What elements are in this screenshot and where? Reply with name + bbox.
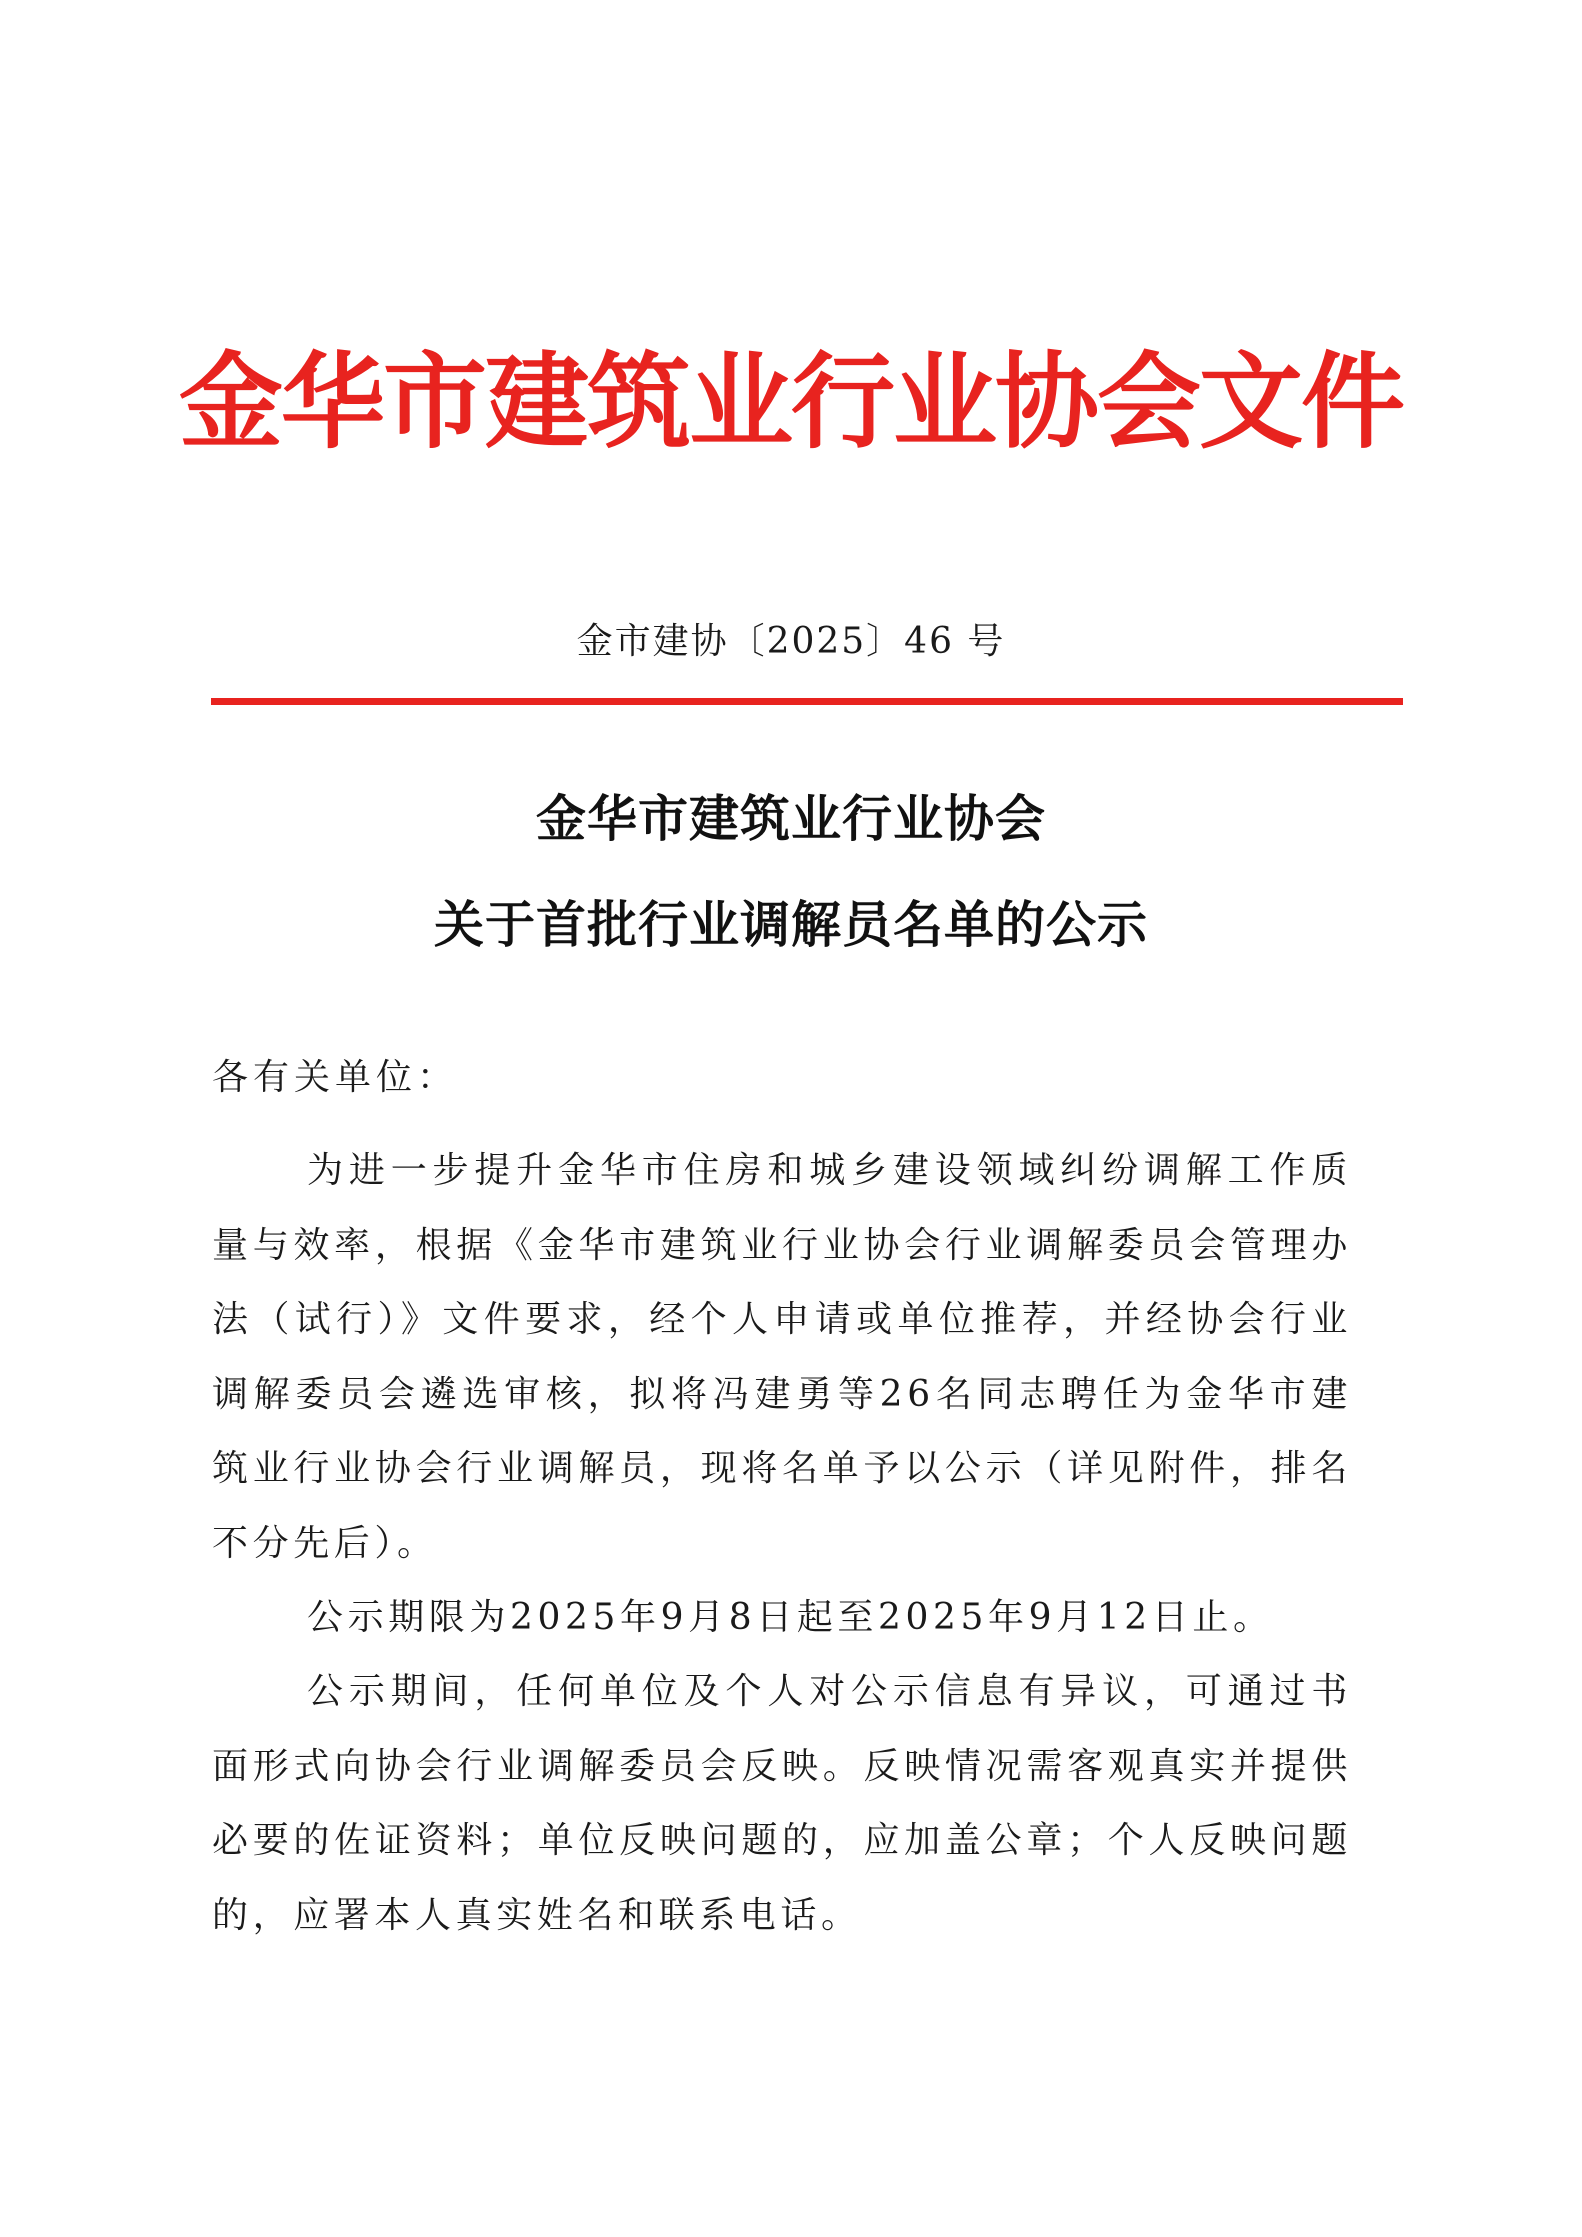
document-title-line-2: 关于首批行业调解员名单的公示 [434, 895, 1148, 954]
red-divider-line [211, 698, 1403, 705]
body-paragraph-2: 公示期限为2025年9月8日起至2025年9月12日止。 [307, 1597, 1274, 1638]
document-number: 金市建协〔2025〕46 号 [576, 621, 1006, 662]
masthead-title: 金华市建筑业行业协会文件 [178, 341, 1403, 463]
document-title-line-1: 金华市建筑业行业协会 [536, 789, 1046, 848]
body-paragraph-3: 公示期间，任何单位及个人对公示信息有异议，可通过书面形式向协会行业调解委员会反映。反映情况需客观真实并提供必要的佐证资料；单位反映问题的，应加盖公章；个人反映问题的，应署本人真实姓名和联系电话。 [212, 1671, 1352, 1936]
body-paragraph-1: 为进一步提升金华市住房和城乡建设领域纠纷调解工作质量与效率，根据《金华市建筑业行业协会行业调解委员会管理办法（试行）》文件要求，经个人申请或单位推荐，并经协会行业调解委员会遴选审核，拟将冯建勇等26名同志聘任为金华市建筑业行业协会行业调解员，现将名单予以公示（详见附件，排名不分先后）。 [212, 1150, 1352, 1564]
salutation: 各有关单位： [212, 1057, 459, 1098]
